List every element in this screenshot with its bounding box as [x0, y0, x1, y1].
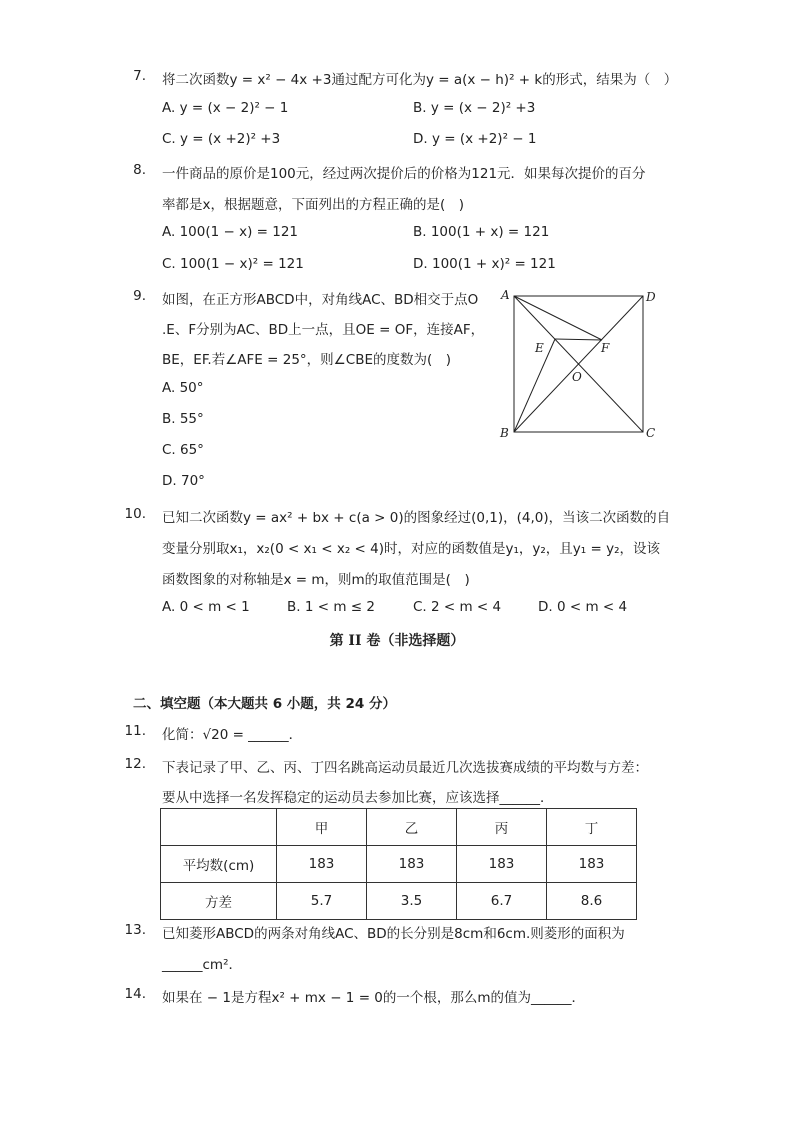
part-title: 二、填空题（本大题共 6 小题，共 24 分）	[133, 696, 396, 712]
option-d[interactable]: D. 0 < m < 4	[538, 599, 628, 615]
table-header-row	[161, 809, 637, 846]
table-cell: 183	[367, 846, 457, 883]
question-number: 8.	[133, 162, 146, 178]
row-label: 平均数(cm)	[161, 846, 277, 883]
question-stem-line-1: 已知菱形ABCD的两条对角线AC、BD的长分别是8cm和6cm.则菱形的面积为	[162, 926, 625, 942]
option-c[interactable]: C. 100(1 − x)² = 121	[162, 256, 304, 272]
segment-ef	[555, 339, 602, 340]
option-b[interactable]: B. y = (x − 2)² +3	[413, 100, 536, 116]
label-o: O	[572, 370, 582, 384]
square-diagram	[498, 285, 663, 445]
question-number: 13.	[124, 922, 146, 938]
table-cell: 6.7	[457, 883, 547, 920]
table-header: 丙	[457, 809, 547, 846]
question-number: 12.	[124, 756, 146, 772]
option-a[interactable]: A. 0 < m < 1	[162, 599, 250, 615]
label-a: A	[501, 288, 510, 302]
question-number: 10.	[124, 506, 146, 522]
table-row	[161, 883, 637, 920]
table-cell: 8.6	[547, 883, 637, 920]
question-stem-line-2: 变量分别取x₁，x₂(0 < x₁ < x₂ < 4)时，对应的函数值是y₁，y₂，且y₁ = y₂，设该	[162, 541, 660, 557]
question-number: 14.	[124, 986, 146, 1002]
option-c[interactable]: C. 2 < m < 4	[413, 599, 502, 615]
question-number: 7.	[133, 68, 146, 84]
row-label: 方差	[161, 883, 277, 920]
table-cell: 183	[547, 846, 637, 883]
section-title: 第 II 卷（非选择题）	[329, 633, 465, 649]
segment-af	[514, 296, 602, 340]
question-stem-line-1: 已知二次函数y = ax² + bx + c(a > 0)的图象经过(0,1)，(4,0)，当该二次函数的自	[162, 510, 671, 526]
table-header: 乙	[367, 809, 457, 846]
option-c[interactable]: C. 65°	[162, 442, 204, 458]
question-stem-line-2: 率都是x，根据题意，下面列出的方程正确的是( )	[162, 197, 465, 213]
question-stem-line-3: 函数图象的对称轴是x = m，则m的取值范围是( )	[162, 572, 470, 588]
option-d[interactable]: D. y = (x +2)² − 1	[413, 131, 537, 147]
question-stem-line-1: 如图，在正方形ABCD中，对角线AC、BD相交于点O	[162, 292, 479, 308]
question-stem: 将二次函数y = x² − 4x +3通过配方可化为y = a(x − h)² + k的形式，结果为（ ）	[162, 72, 678, 88]
question-stem-line-2: ______cm²．	[162, 957, 242, 973]
table-cell: 183	[457, 846, 547, 883]
option-b[interactable]: B. 100(1 + x) = 121	[413, 224, 550, 240]
label-b: B	[500, 426, 509, 440]
label-c: C	[646, 426, 656, 440]
table-row	[161, 846, 637, 883]
label-d: D	[646, 290, 656, 304]
option-b[interactable]: B. 55°	[162, 411, 204, 427]
table-header: 丁	[547, 809, 637, 846]
question-stem: 化简：√20 = ______．	[162, 727, 303, 743]
table-header: 甲	[277, 809, 367, 846]
table-cell: 3.5	[367, 883, 457, 920]
option-c[interactable]: C. y = (x +2)² +3	[162, 131, 281, 147]
option-d[interactable]: D. 70°	[162, 473, 205, 489]
question-stem: 如果在 − 1是方程x² + mx − 1 = 0的一个根，那么m的值为______．	[162, 990, 586, 1006]
option-a[interactable]: A. 50°	[162, 380, 204, 396]
question-stem-line-3: BE，EF.若∠AFE = 25°，则∠CBE的度数为( )	[162, 352, 452, 368]
label-e: E	[535, 341, 544, 355]
question-stem-line-2: 要从中选择一名发挥稳定的运动员去参加比赛，应该选择______．	[162, 790, 554, 806]
question-number: 11.	[124, 723, 146, 739]
option-b[interactable]: B. 1 < m ≤ 2	[287, 599, 375, 615]
table-cell	[161, 809, 277, 846]
label-f: F	[601, 341, 610, 355]
option-d[interactable]: D. 100(1 + x)² = 121	[413, 256, 556, 272]
question-number: 9.	[133, 288, 146, 304]
table-cell: 5.7	[277, 883, 367, 920]
scores-table	[160, 808, 637, 920]
question-stem-line-2: .E、F分别为AC、BD上一点，且OE = OF，连接AF，	[162, 322, 485, 338]
question-stem-line-1: 下表记录了甲、乙、丙、丁四名跳高运动员最近几次选拔赛成绩的平均数与方差：	[162, 760, 648, 776]
option-a[interactable]: A. y = (x − 2)² − 1	[162, 100, 289, 116]
option-a[interactable]: A. 100(1 − x) = 121	[162, 224, 299, 240]
table-cell: 183	[277, 846, 367, 883]
question-stem-line-1: 一件商品的原价是100元，经过两次提价后的价格为121元．如果每次提价的百分	[162, 166, 646, 182]
